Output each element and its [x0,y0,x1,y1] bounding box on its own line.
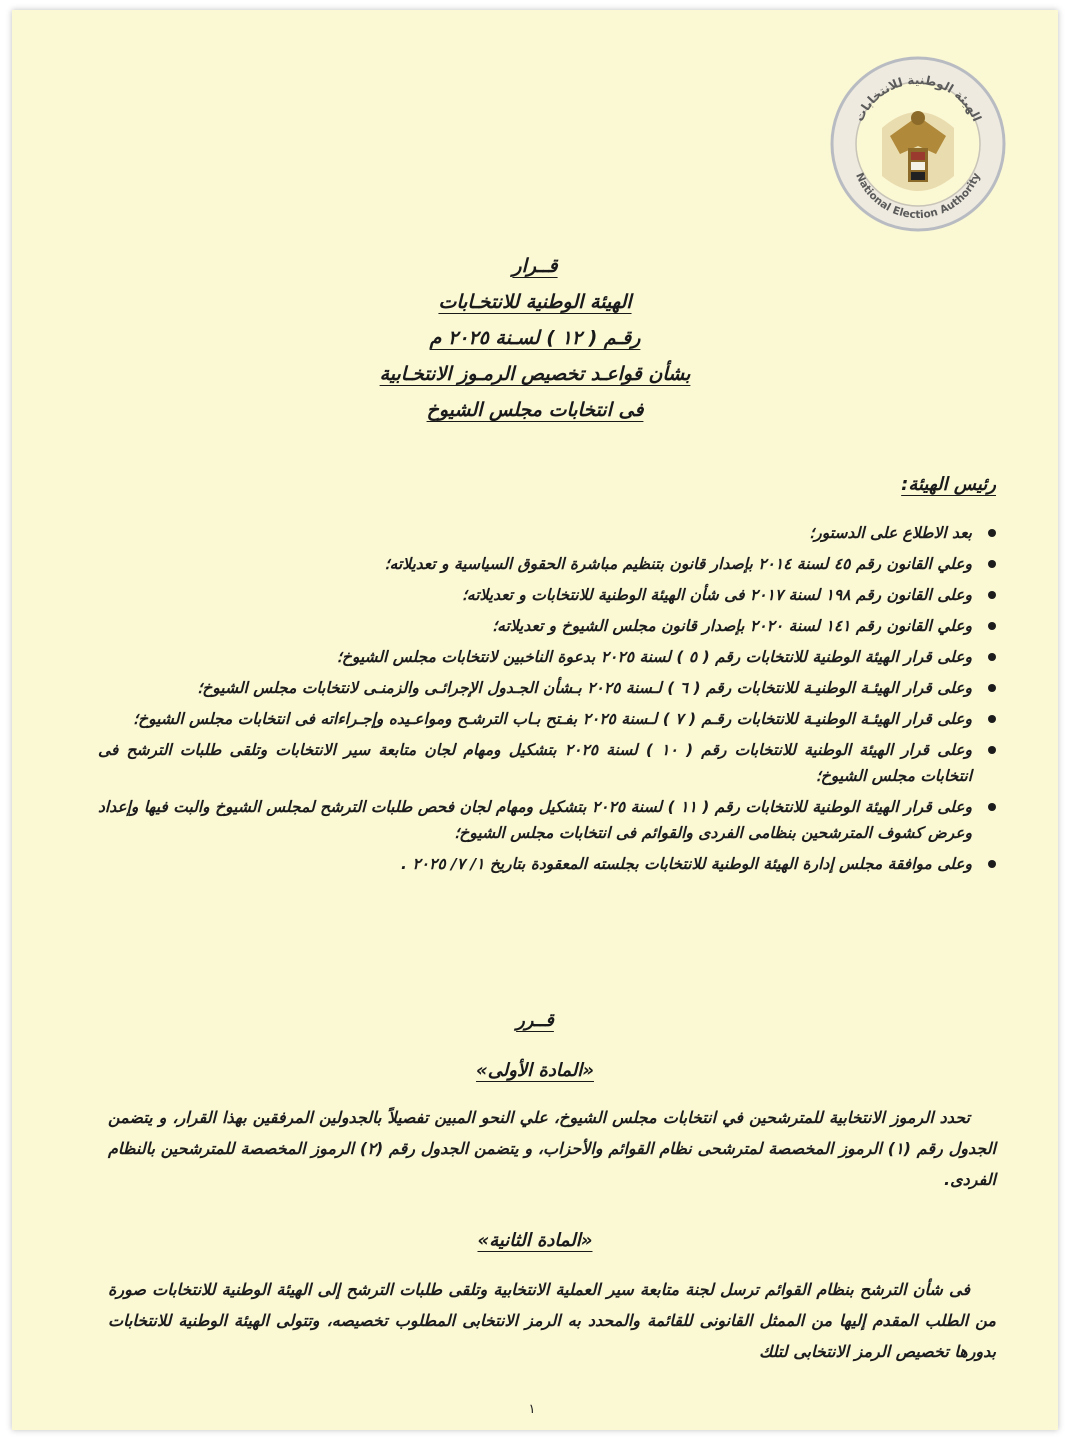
bullet-icon [988,622,996,630]
title-subject: بشأن قواعـد تخصيص الرمـوز الانتخـابية [379,363,691,385]
preamble-item: وعلى القانون رقم ١٩٨ لسنة ٢٠١٧ فى شأن الهيئة الوطنية للانتخابات و تعديلاته؛ [98,582,972,608]
title-subject-scope: فى انتخابات مجلس الشيوخ [426,399,644,421]
addressee-heading: رئيس الهيئة: [901,474,996,495]
bullet-icon [988,529,996,537]
article-1-title: «المادة الأولى» [476,1060,594,1081]
decision-title-block [72,248,998,428]
page-number: ١ [528,1402,536,1417]
preamble-item: وعلي القانون رقم ١٤١ لسنة ٢٠٢٠ بإصدار قانون مجلس الشيوخ و تعديلاته؛ [98,613,972,639]
svg-text:National Election Authority: National Election Authority [853,171,983,222]
preamble-item: وعلى قرار الهيئة الوطنية للانتخابات رقم ( ٥ ) لسنة ٢٠٢٥ بدعوة الناخبين لانتخابات مجلس الشيوخ؛ [98,644,972,670]
preamble-item: وعلى قرار الهيئـة الوطنيـة للانتخابات رقـم ( ٧ ) لـسنة ٢٠٢٥ بفـتح بـاب الترشـح ومواعـيده وإجـراءاته فى انتخابات مجلس الشيوخ؛ [98,706,972,732]
svg-text:الهيئة الوطنية للانتخابات: الهيئة الوطنية للانتخابات [851,72,985,124]
document-page [12,10,1058,1430]
bullet-icon [988,560,996,568]
bullet-icon [988,653,996,661]
bullet-icon [988,715,996,723]
bullet-icon [988,860,996,868]
article-2-title: «المادة الثانية» [477,1230,593,1251]
preamble-item: بعد الاطلاع على الدستور؛ [98,520,972,546]
bullet-icon [988,746,996,754]
title-decision: قــرار [512,255,558,277]
preamble-item: وعلى قرار الهيئـة الوطنيـة للانتخابات رقم ( ٦ ) لـسنة ٢٠٢٥ بـشأن الجـدول الإجرائـى والزمنـى لانتخابات مجلس الشيوخ؛ [98,675,972,701]
article-1-body: تحدد الرموز الانتخابية للمترشحين في انتخابات مجلس الشيوخ، علي النحو المبين تفصيلاً بالجدولين المرفقين بهذا القرار، و يتضمن الجدول رقم (١) الرموز المخصصة لمترشحى نظام القوائم والأحزاب، و يتضمن الجدول رقم (٢) الرموز المخصصة للمترشحين بالنظام الفردى. [108,1108,996,1189]
preamble-list [98,520,998,882]
preamble-item: وعلى موافقة مجلس إدارة الهيئة الوطنية للانتخابات بجلسته المعقودة بتاريخ ١/ ٧/ ٢٠٢٥ . [98,851,972,877]
title-number: رقـم ( ١٢ ) لسـنة ٢٠٢٥ م [429,327,641,349]
bullet-icon [988,803,996,811]
title-authority: الهيئة الوطنية للانتخـابات [438,291,632,313]
decision-heading: قــرر [516,1010,554,1031]
preamble-item: وعلى قرار الهيئة الوطنية للانتخابات رقم ( ١١ ) لسنة ٢٠٢٥ بتشكيل ومهام لجان فحص طلبات الترشح لمجلس الشيوخ والبت فيها وإعداد وعرض كشوف المترشحين بنظامى الفردى والقوائم فى انتخابات مجلس الشيوخ؛ [98,794,972,846]
preamble-item: وعلي القانون رقم ٤٥ لسنة ٢٠١٤ بإصدار قانون بتنظيم مباشرة الحقوق السياسية و تعديلاته؛ [98,551,972,577]
national-election-authority-seal-icon [830,56,1006,232]
bullet-icon [988,684,996,692]
preamble-item: وعلى قرار الهيئة الوطنية للانتخابات رقم ( ١٠ ) لسنة ٢٠٢٥ بتشكيل ومهام لجان متابعة سير الانتخابات وتلقى طلبات الترشح فى انتخابات مجلس الشيوخ؛ [98,737,972,789]
bullet-icon [988,591,996,599]
article-2-body: فى شأن الترشح بنظام القوائم ترسل لجنة متابعة سير العملية الانتخابية وتلقى طلبات الترشح إلى الهيئة الوطنية للانتخابات صورة من الطلب المقدم إليها من الممثل القانونى للقائمة والمحدد به الرمز الانتخابى المطلوب تخصيصه، وتتولى الهيئة الوطنية للانتخابات بدورها تخصيص الرمز الانتخابى لتلك [108,1280,996,1361]
